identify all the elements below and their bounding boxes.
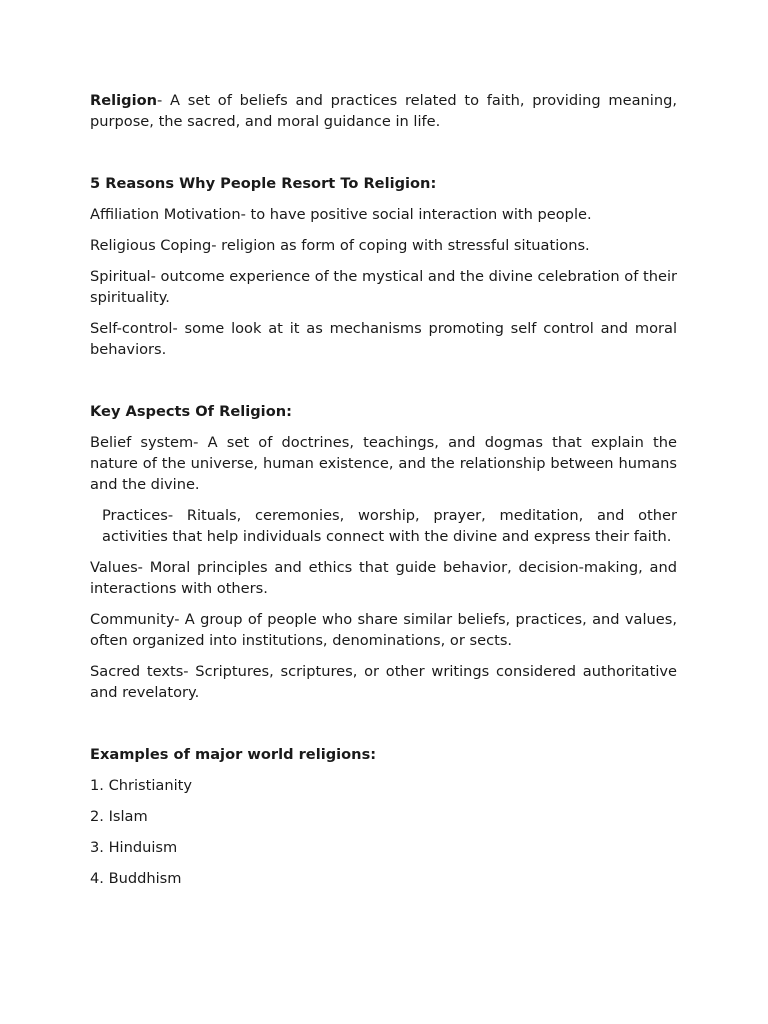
aspects-heading: Key Aspects Of Religion: [90, 403, 292, 420]
example-item: 1. Christianity [90, 777, 193, 794]
reasons-heading: 5 Reasons Why People Resort To Religion: [90, 175, 437, 192]
example-item: 4. Buddhism [90, 870, 182, 887]
aspect-item: Practices- Rituals, ceremonies, worship, prayer, meditation, and other activities that help individuals connect with the divine and express their faith. [102, 507, 677, 545]
examples-section [90, 744, 677, 889]
example-item: 3. Hinduism [90, 839, 178, 856]
aspect-item: Belief system- A set of doctrines, teachings, and dogmas that explain the nature of the universe, human existence, and the relationship between humans and the divine. [90, 434, 677, 493]
example-item: 2. Islam [90, 808, 148, 825]
document-page [90, 90, 677, 899]
intro-definition: - A set of beliefs and practices related to faith, providing meaning, purpose, the sacred, and moral guidance in life. [90, 92, 677, 130]
intro-paragraph [90, 90, 677, 132]
reason-item: Spiritual- outcome experience of the mystical and the divine celebration of their spirituality. [90, 268, 678, 306]
aspect-item: Sacred texts- Scriptures, scriptures, or other writings considered authoritative and revelatory. [90, 663, 677, 701]
aspect-item: Values- Moral principles and ethics that guide behavior, decision-making, and interactions with others. [90, 559, 677, 597]
reason-item: Affiliation Motivation- to have positive social interaction with people. [90, 206, 592, 223]
reason-item: Religious Coping- religion as form of coping with stressful situations. [90, 237, 590, 254]
intro-term: Religion [90, 92, 158, 109]
examples-heading: Examples of major world religions: [90, 746, 377, 763]
reason-item: Self-control- some look at it as mechanisms promoting self control and moral behaviors. [90, 320, 677, 358]
aspect-item: Community- A group of people who share similar beliefs, practices, and values, often organized into institutions, denominations, or sects. [90, 611, 677, 649]
